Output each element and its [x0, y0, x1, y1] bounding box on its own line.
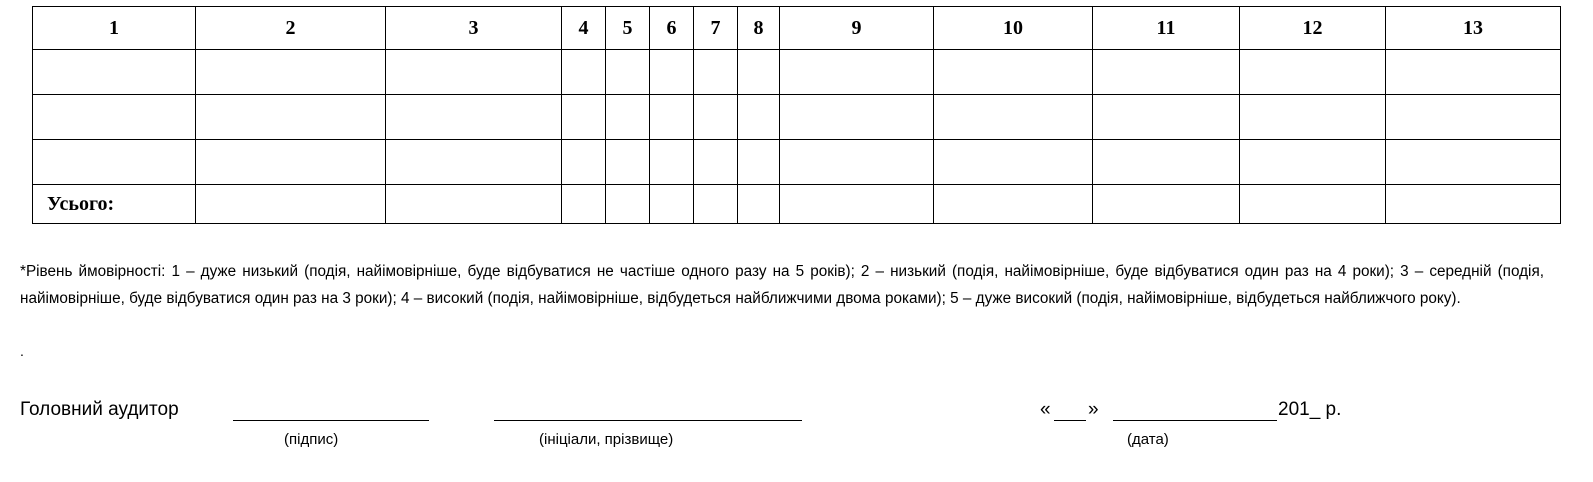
table-cell[interactable] [1093, 185, 1240, 224]
table-cell[interactable] [1240, 50, 1386, 95]
name-caption: (ініціали, прізвище) [539, 431, 674, 448]
table-cell[interactable] [33, 140, 196, 185]
table-cell[interactable] [1386, 95, 1561, 140]
table-cell[interactable] [606, 185, 650, 224]
table-cell[interactable] [934, 140, 1093, 185]
table-cell[interactable] [1386, 140, 1561, 185]
table-cell[interactable] [738, 95, 780, 140]
column-header: 5 [606, 7, 650, 50]
table-row [33, 140, 1561, 185]
table-cell[interactable] [1093, 95, 1240, 140]
table-cell[interactable] [694, 50, 738, 95]
probability-footnote: *Рівень ймовірності: 1 – дуже низький (подія, найімовірніше, буде відбуватися не частіше одного разу на 5 років); 2 – низький (подія, найімовірніше, буде відбуватися один раз на 4 роки); 3 – середній (подія, найімовірніше, буде відбуватися один раз на 3 роки); 4 – високий (подія, найімовірніше, відбудеться найближчими двома роками); 5 – дуже високий (подія, найімовірніше, відбудеться найближчого року). [20, 263, 1544, 307]
table-cell[interactable] [650, 140, 694, 185]
column-header: 12 [1240, 7, 1386, 50]
column-header: 1 [33, 7, 196, 50]
table-cell[interactable] [386, 50, 562, 95]
table-cell[interactable] [694, 140, 738, 185]
signature-line[interactable] [233, 420, 429, 421]
total-label: Усього: [33, 185, 196, 224]
table-cell[interactable] [196, 185, 386, 224]
column-header: 13 [1386, 7, 1561, 50]
table-cell[interactable] [606, 95, 650, 140]
table-cell[interactable] [780, 95, 934, 140]
table-cell[interactable] [386, 140, 562, 185]
table-cell[interactable] [934, 185, 1093, 224]
table-cell[interactable] [386, 185, 562, 224]
table-cell[interactable] [738, 140, 780, 185]
table-cell[interactable] [934, 50, 1093, 95]
date-quote-open: « [1040, 399, 1051, 420]
column-header: 7 [694, 7, 738, 50]
table-cell[interactable] [606, 50, 650, 95]
signature-caption: (підпис) [284, 431, 339, 448]
signer-role: Головний аудитор [20, 399, 179, 420]
table-cell[interactable] [1386, 185, 1561, 224]
table-cell[interactable] [780, 140, 934, 185]
table-cell[interactable] [562, 95, 606, 140]
date-day-line[interactable] [1054, 420, 1086, 421]
table-cell[interactable] [606, 140, 650, 185]
table-cell[interactable] [1093, 50, 1240, 95]
table-cell[interactable] [1386, 50, 1561, 95]
date-year: 201_ р. [1278, 399, 1342, 420]
table-cell[interactable] [650, 50, 694, 95]
table-cell[interactable] [196, 50, 386, 95]
column-header: 2 [196, 7, 386, 50]
table-cell[interactable] [33, 50, 196, 95]
column-header: 6 [650, 7, 694, 50]
table-cell[interactable] [1093, 140, 1240, 185]
table-cell[interactable] [1240, 140, 1386, 185]
audit-table [32, 6, 1561, 224]
column-header: 8 [738, 7, 780, 50]
table-cell[interactable] [694, 95, 738, 140]
column-header: 11 [1093, 7, 1240, 50]
table-cell[interactable] [780, 50, 934, 95]
table-cell[interactable] [196, 95, 386, 140]
table-row [33, 95, 1561, 140]
date-caption: (дата) [1127, 431, 1169, 448]
name-line[interactable] [494, 420, 802, 421]
stray-mark: . [20, 343, 24, 359]
date-quote-close: » [1088, 399, 1099, 420]
table-cell[interactable] [650, 95, 694, 140]
table-cell[interactable] [650, 185, 694, 224]
table-cell[interactable] [694, 185, 738, 224]
table-cell[interactable] [562, 185, 606, 224]
table-cell[interactable] [738, 185, 780, 224]
table-cell[interactable] [738, 50, 780, 95]
table-cell[interactable] [33, 95, 196, 140]
total-row [33, 185, 1561, 224]
table-cell[interactable] [386, 95, 562, 140]
table-cell[interactable] [562, 50, 606, 95]
column-header: 3 [386, 7, 562, 50]
table-cell[interactable] [196, 140, 386, 185]
table-cell[interactable] [1240, 95, 1386, 140]
table-cell[interactable] [562, 140, 606, 185]
table-cell[interactable] [934, 95, 1093, 140]
header-row [33, 7, 1561, 50]
column-header: 9 [780, 7, 934, 50]
date-month-line[interactable] [1113, 420, 1277, 421]
table-cell[interactable] [780, 185, 934, 224]
column-header: 4 [562, 7, 606, 50]
table-cell[interactable] [1240, 185, 1386, 224]
column-header: 10 [934, 7, 1093, 50]
table-row [33, 50, 1561, 95]
